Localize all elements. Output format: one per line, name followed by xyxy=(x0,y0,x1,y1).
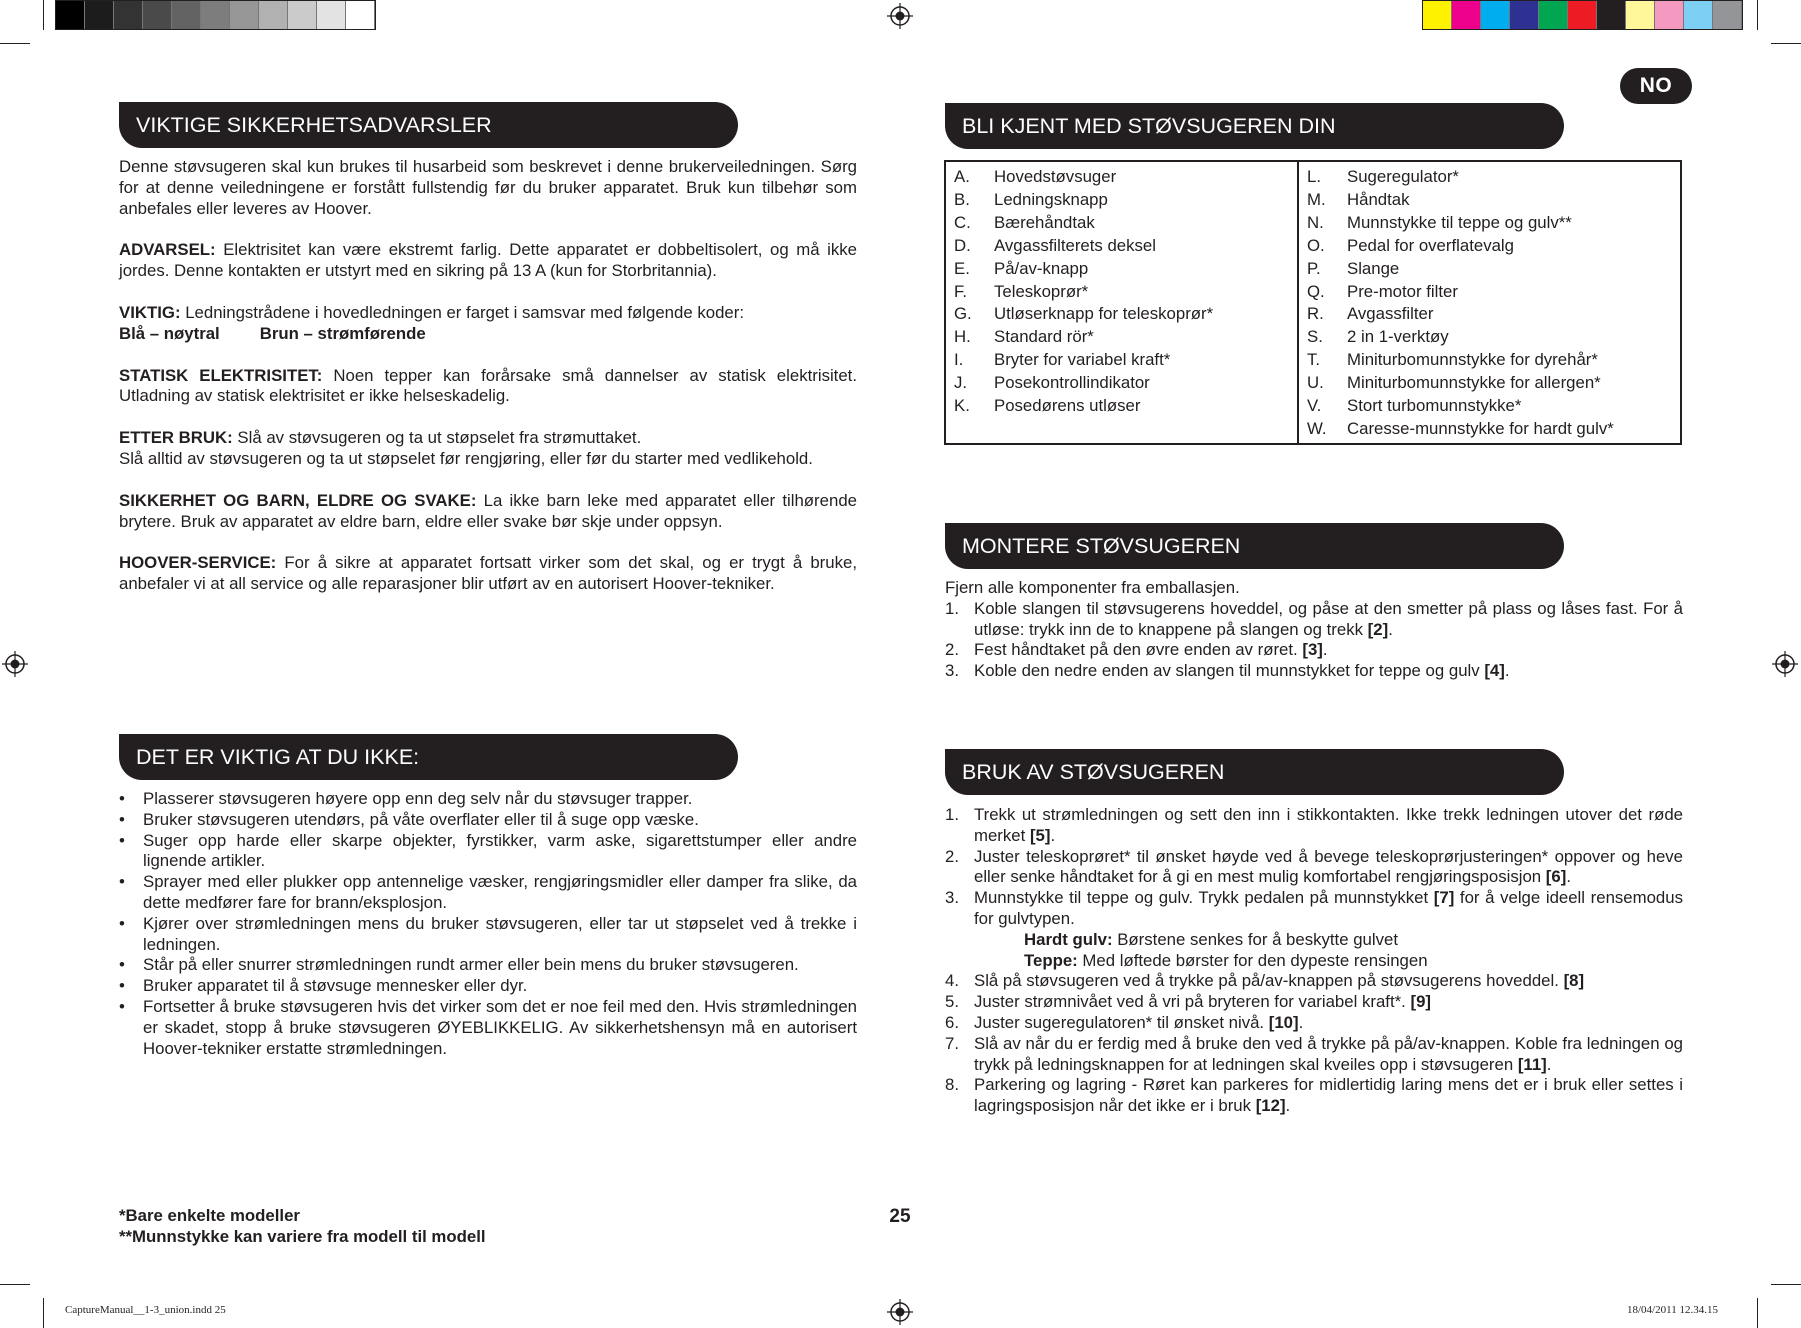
color-swatch xyxy=(1713,1,1742,29)
list-item xyxy=(945,992,1683,1013)
safety-warnings-header: VIKTIGE SIKKERHETSADVARSLER xyxy=(119,102,738,148)
after-use-text: Slå av støvsugeren og ta ut støpselet fra strømuttaket. xyxy=(232,428,642,448)
registration-mark-icon xyxy=(887,1299,913,1325)
color-swatch xyxy=(1655,1,1684,29)
figure-ref: [3] xyxy=(1302,640,1323,660)
table-row xyxy=(1307,349,1672,372)
wire-blue: Blå – nøytral xyxy=(119,323,220,343)
list-item: • Bruker apparatet til å støvsuge mennesker eller dyr. xyxy=(119,976,857,997)
assembly-steps xyxy=(945,599,1683,682)
part-label: Stort turbomunnstykke* xyxy=(1347,396,1522,416)
color-swatch xyxy=(1684,1,1713,29)
donts-body xyxy=(119,789,857,1059)
part-key: H. xyxy=(954,327,971,347)
step-end: for å velge ideell rensemodus for gulvtypen. xyxy=(974,888,1683,928)
part-label: Posedørens utløser xyxy=(994,396,1141,416)
part-key: J. xyxy=(954,373,968,393)
usage-header: BRUK AV STØVSUGEREN xyxy=(945,749,1564,795)
safety-intro: Denne støvsugeren skal kun brukes til husarbeid som beskrevet i denne brukerveiledningen. Sørg for at denne veiledningene er forstått fullstendig før du bruker apparatet. Bruk kun tilbehør som anbefales eller leveres av Hoover. xyxy=(119,157,857,218)
gray-swatch xyxy=(172,1,201,29)
part-label: Hovedstøvsuger xyxy=(994,167,1117,186)
part-label: Bryter for variabel kraft* xyxy=(994,350,1171,370)
page-number: 25 xyxy=(889,1206,911,1227)
gray-swatch xyxy=(201,1,230,29)
table-row xyxy=(954,281,1289,304)
table-row xyxy=(954,235,1289,258)
color-swatch xyxy=(1626,1,1655,29)
step-text: Fest håndtaket på den øvre enden av røret. xyxy=(974,640,1303,660)
slug-filename: CaptureManual__1-3_union.indd 25 xyxy=(65,1304,226,1316)
table-row xyxy=(954,326,1289,349)
list-item: • Sprayer med eller plukker opp antennelige væsker, rengjøringsmidler eller damper fra slike, da dette medfører fare for brann/eksplosjon. xyxy=(119,872,857,914)
language-badge: NO xyxy=(1620,68,1692,104)
gray-swatch xyxy=(259,1,288,29)
table-row xyxy=(1307,281,1672,304)
parts-header: BLI KJENT MED STØVSUGEREN DIN xyxy=(945,103,1564,149)
step-text: Munnstykke til teppe og gulv. Trykk pedalen på munnstykket xyxy=(974,888,1434,908)
part-key: N. xyxy=(1307,212,1324,232)
part-label: Teleskoprør* xyxy=(994,281,1089,301)
table-row xyxy=(1307,326,1672,349)
gray-swatch xyxy=(317,1,346,29)
step-text: Koble slangen til støvsugerens hoveddel, og påse at den smetter på plass og låses fast. For å utløse: trykk inn de to knappene på slangen og trekk xyxy=(974,598,1683,639)
part-label: Caresse-munnstykke for hardt gulv* xyxy=(1347,418,1614,438)
step-number: 1. xyxy=(945,598,959,618)
warning-label: ADVARSEL: xyxy=(119,240,216,260)
part-key: O. xyxy=(1307,235,1325,255)
list-item: • Fortsetter å bruke støvsugeren hvis det virker som det er noe feil med den. Hvis strømledningen er skadet, stopp å bruke støvsugeren ØYEBLIKKELIG. Av sikkerhetshensyn må en autorisert Hoover-tekniker erstatte strømledningen. xyxy=(119,997,857,1059)
service-text: For å sikre at apparatet fortsatt virker som det skal, og er trygt å bruke, anbefaler vi at all service og alle reparasjoner blir utført av en autorisert Hoover-tekniker. xyxy=(119,553,857,594)
color-swatch xyxy=(1423,1,1452,29)
list-item: • Kjører over strømledningen mens du bruker støvsugeren, eller tar ut støpselet ved å trekke i ledningen. xyxy=(119,914,857,956)
step-end: . xyxy=(1388,619,1393,639)
process-color-bar xyxy=(1422,0,1743,30)
table-row xyxy=(1307,212,1672,235)
table-row xyxy=(1307,303,1672,326)
part-key: R. xyxy=(1307,304,1324,324)
carpet-note xyxy=(974,951,1683,972)
step-number: 8. xyxy=(945,1075,959,1095)
assembly-intro: Fjern alle komponenter fra emballasjen. xyxy=(945,578,1240,597)
table-row xyxy=(954,189,1289,212)
part-label: Standard rör* xyxy=(994,327,1094,347)
part-label: Avgassfilterets deksel xyxy=(994,235,1156,255)
step-text: Koble den nedre enden av slangen til munnstykket for teppe og gulv xyxy=(974,661,1485,681)
children-paragraph xyxy=(119,491,857,533)
part-key: I. xyxy=(954,350,964,370)
part-key: T. xyxy=(1307,350,1321,370)
figure-ref: [8] xyxy=(1563,971,1585,991)
static-text: Noen tepper kan forårsake små dannelser av statisk elektrisitet. Utladning av statisk elektrisitet er ikke helseskadelig. xyxy=(119,365,858,406)
crop-mark xyxy=(0,43,30,44)
parts-column-left xyxy=(946,162,1299,443)
children-text: La ikke barn leke med apparatet eller tilhørende brytere. Bruk av apparatet av eldre barn, eldre eller svake bør skje under oppsyn. xyxy=(119,490,857,531)
parts-table xyxy=(944,160,1682,445)
part-label: Pre-motor filter xyxy=(1347,281,1458,301)
step-number: 1. xyxy=(945,805,959,824)
part-key: E. xyxy=(954,258,970,278)
usage-body xyxy=(945,805,1683,1117)
crop-mark xyxy=(1771,43,1801,44)
donts-header: DET ER VIKTIG AT DU IKKE: xyxy=(119,734,738,780)
step-text: Juster teleskoprøret* til ønsket høyde ved å bevege teleskoprørjusteringen* oppover og heve eller senke håndtaket for å gi en mest mulig komfortabel rengjøringsposisjon xyxy=(974,846,1683,887)
list-item xyxy=(945,599,1683,641)
important-label: VIKTIG: xyxy=(119,302,181,322)
wire-colors xyxy=(119,324,857,345)
list-item xyxy=(945,661,1683,682)
part-label: Miniturbomunnstykke for dyrehår* xyxy=(1347,350,1598,370)
list-item: • Står på eller snurrer strømledningen rundt armer eller bein mens du bruker støvsugeren. xyxy=(119,955,857,976)
list-item xyxy=(945,640,1683,661)
part-label: Miniturbomunnstykke for allergen* xyxy=(1347,373,1601,393)
registration-mark-icon xyxy=(887,3,913,29)
part-label: Sugeregulator* xyxy=(1347,167,1459,186)
figure-ref: [2] xyxy=(1367,619,1389,639)
after-use-label: ETTER BRUK: xyxy=(119,428,233,448)
part-label: Håndtak xyxy=(1347,189,1410,209)
part-key: A. xyxy=(954,167,970,186)
gray-swatch xyxy=(56,1,85,29)
color-swatch xyxy=(1510,1,1539,29)
step-text: Juster sugeregulatoren* til ønsket nivå. xyxy=(974,1012,1269,1032)
list-item xyxy=(945,971,1683,992)
table-row xyxy=(1307,418,1672,441)
children-label: SIKKERHET OG BARN, ELDRE OG SVAKE: xyxy=(119,490,477,510)
part-key: L. xyxy=(1307,167,1321,186)
step-end: . xyxy=(1322,640,1328,660)
crop-mark xyxy=(1757,1298,1758,1328)
table-row xyxy=(1307,189,1672,212)
list-item: • Bruker støvsugeren utendørs, på våte overflater eller til å suge opp væske. xyxy=(119,810,857,831)
step-end: . xyxy=(1566,867,1571,887)
gray-swatch xyxy=(346,1,375,29)
part-label: Posekontrollindikator xyxy=(994,373,1150,393)
crop-mark xyxy=(0,1284,30,1285)
gray-swatch xyxy=(114,1,143,29)
part-key: F. xyxy=(954,281,968,301)
crop-mark xyxy=(43,1298,44,1328)
step-end: . xyxy=(1050,825,1056,845)
step-text: Parkering og lagring - Røret kan parkeres for midlertidig laring mens det er i bruk eller settes i lagringsposisjon når det ikke er i bruk xyxy=(974,1075,1683,1116)
part-key: C. xyxy=(954,212,971,232)
part-key: W. xyxy=(1307,418,1327,438)
step-number: 2. xyxy=(945,640,959,660)
parts-column-right xyxy=(1299,162,1680,443)
figure-ref: [10] xyxy=(1268,1012,1299,1032)
table-row xyxy=(1307,258,1672,281)
wire-brown: Brun – strømførende xyxy=(259,323,426,343)
gray-swatch xyxy=(288,1,317,29)
gray-swatch xyxy=(230,1,259,29)
slug-timestamp: 18/04/2011 12.34.15 xyxy=(1627,1304,1718,1316)
after-use-paragraph xyxy=(119,428,857,449)
step-end: . xyxy=(1546,1054,1552,1074)
footnotes xyxy=(119,1205,486,1247)
service-label: HOOVER-SERVICE: xyxy=(119,553,277,573)
hard-floor-label: Hardt gulv: xyxy=(1024,929,1113,949)
registration-mark-icon xyxy=(2,651,28,677)
part-label: Avgassfilter xyxy=(1347,304,1434,324)
important-text: Ledningstrådene i hovedledningen er farget i samsvar med følgende koder: xyxy=(180,302,744,322)
part-label: Utløserknapp for teleskoprør* xyxy=(994,304,1214,324)
gray-swatch xyxy=(85,1,114,29)
figure-ref: [6] xyxy=(1545,867,1567,887)
hard-floor-text: Børstene senkes for å beskytte gulvet xyxy=(1112,929,1398,949)
step-end: . xyxy=(1298,1012,1304,1032)
carpet-text: Med løftede børster for den dypeste rensingen xyxy=(1077,950,1428,970)
part-key: V. xyxy=(1307,396,1322,416)
table-row xyxy=(1307,395,1672,418)
step-number: 2. xyxy=(945,846,959,866)
important-paragraph xyxy=(119,303,857,324)
part-key: B. xyxy=(954,189,970,209)
part-key: M. xyxy=(1307,189,1326,209)
warning-text: Elektrisitet kan være ekstremt farlig. Dette apparatet er dobbeltisolert, og må ikke jordes. Denne kontakten er utstyrt med en sikring på 13 A (kun for Storbritannia). xyxy=(119,240,857,281)
step-number: 4. xyxy=(945,971,959,991)
list-item xyxy=(945,847,1683,889)
figure-ref: [12] xyxy=(1255,1096,1286,1116)
part-label: 2 in 1-verktøy xyxy=(1347,327,1449,347)
part-label: Munnstykke til teppe og gulv** xyxy=(1347,212,1572,232)
figure-ref: [5] xyxy=(1029,825,1051,845)
footnote-double-star: **Munnstykke kan variere fra modell til modell xyxy=(119,1227,486,1246)
table-row xyxy=(1307,372,1672,395)
figure-ref: [9] xyxy=(1410,992,1431,1012)
crop-mark xyxy=(43,0,44,30)
part-key: Q. xyxy=(1307,281,1325,301)
safety-warnings-body xyxy=(119,157,857,595)
table-row xyxy=(954,212,1289,235)
color-swatch xyxy=(1481,1,1510,29)
table-row xyxy=(954,166,1289,189)
carpet-label: Teppe: xyxy=(1024,950,1078,970)
table-row xyxy=(1307,235,1672,258)
part-label: Slange xyxy=(1347,258,1400,278)
color-swatch xyxy=(1452,1,1481,29)
part-key: D. xyxy=(954,235,971,255)
step-number: 3. xyxy=(945,661,959,681)
assembly-body xyxy=(945,578,1683,682)
hard-floor-note xyxy=(974,930,1683,951)
table-row xyxy=(954,395,1289,418)
part-label: Bærehåndtak xyxy=(994,212,1095,232)
figure-ref: [4] xyxy=(1484,661,1505,681)
table-row xyxy=(954,372,1289,395)
step-number: 6. xyxy=(945,1012,959,1032)
part-label: Pedal for overflatevalg xyxy=(1347,235,1514,255)
part-key: P. xyxy=(1307,258,1321,278)
step-text: Slå av når du er ferdig med å bruke den ved å trykke på på/av-knappen. Koble fra ledningen og trykk på ledningsknappen for at ledningen skal kveiles opp i støvsugeren xyxy=(974,1033,1683,1074)
list-item xyxy=(945,1034,1683,1076)
color-swatch xyxy=(1597,1,1626,29)
step-number: 7. xyxy=(945,1033,959,1053)
table-row xyxy=(1307,166,1672,189)
crop-mark xyxy=(1757,0,1758,30)
table-row xyxy=(954,303,1289,326)
table-row xyxy=(954,258,1289,281)
static-paragraph xyxy=(119,366,857,408)
list-item xyxy=(945,1013,1683,1034)
list-item: • Suger opp harde eller skarpe objekter, fyrstikker, varm aske, sigarettstumper eller andre lignende artikler. xyxy=(119,831,857,873)
step-end: . xyxy=(1285,1096,1291,1116)
registration-mark-icon xyxy=(1772,651,1798,677)
figure-ref: [11] xyxy=(1517,1054,1547,1074)
list-item xyxy=(945,805,1683,847)
part-key: S. xyxy=(1307,327,1323,347)
donts-list xyxy=(119,789,857,1059)
crop-mark xyxy=(1771,1284,1801,1285)
after-use-text-2: Slå alltid av støvsugeren og ta ut støpselet før rengjøring, eller før du starter med vedlikehold. xyxy=(119,448,813,468)
list-item: • Plasserer støvsugeren høyere opp enn deg selv når du støvsuger trapper. xyxy=(119,789,857,810)
step-text: Slå på støvsugeren ved å trykke på på/av-knappen på støvsugerens hoveddel. xyxy=(974,971,1564,991)
warning-paragraph xyxy=(119,240,857,282)
part-label: På/av-knapp xyxy=(994,258,1089,278)
usage-steps xyxy=(945,805,1683,1117)
part-key: G. xyxy=(954,304,972,324)
list-item xyxy=(945,888,1683,971)
step-end: . xyxy=(1504,661,1510,681)
step-text: Juster strømnivået ved å vri på bryteren for variabel kraft*. xyxy=(974,992,1411,1012)
step-number: 5. xyxy=(945,992,959,1012)
step-text: Trekk ut strømledningen og sett den inn i stikkontakten. Ikke trekk ledningen utover det røde merket xyxy=(974,805,1683,845)
service-paragraph xyxy=(119,553,857,595)
list-item xyxy=(945,1075,1683,1117)
table-row xyxy=(954,349,1289,372)
gray-swatch xyxy=(143,1,172,29)
assembly-header: MONTERE STØVSUGEREN xyxy=(945,523,1564,569)
gray-color-bar xyxy=(55,0,376,30)
color-swatch xyxy=(1568,1,1597,29)
footnote-single-star: *Bare enkelte modeller xyxy=(119,1206,300,1225)
figure-ref: [7] xyxy=(1433,888,1455,908)
part-key: K. xyxy=(954,396,970,416)
static-label: STATISK ELEKTRISITET: xyxy=(119,365,323,385)
color-swatch xyxy=(1539,1,1568,29)
part-key: U. xyxy=(1307,373,1324,393)
step-number: 3. xyxy=(945,888,959,908)
part-label: Ledningsknapp xyxy=(994,189,1108,209)
